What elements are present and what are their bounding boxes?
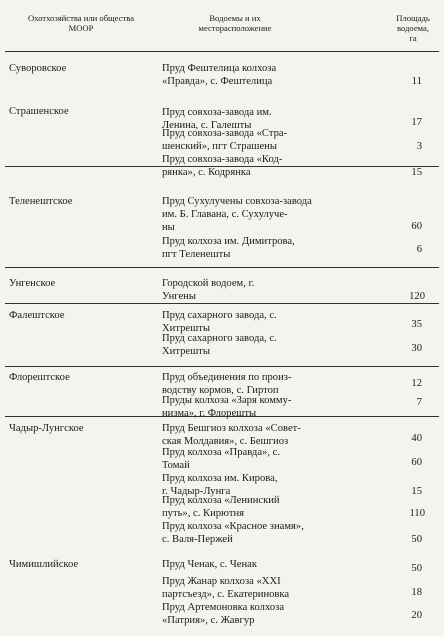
pond-area: 110 [409, 508, 425, 519]
pond-area: 120 [409, 291, 425, 302]
organization-name: Флорештское [9, 372, 70, 383]
pond-area: 11 [411, 76, 422, 87]
pond-area: 12 [411, 378, 422, 389]
pond-description-line: Хитрешты [162, 346, 210, 357]
pond-description-line: Унгены [162, 291, 196, 302]
pond-description-line: Пруд Бешгиоз колхоза «Совет- [162, 423, 301, 434]
organization-name: Фалештское [9, 310, 65, 321]
pond-description-line: ны [162, 222, 175, 233]
pond-description-line: Пруд Жанар колхоза «XXI [162, 576, 281, 587]
pond-description-line: «Патрия», с. Жавгур [162, 615, 255, 626]
pond-area: 3 [416, 141, 422, 152]
pond-area: 15 [411, 486, 422, 497]
pond-description-line: рянка», с. Кодрянка [162, 167, 251, 178]
pond-description-line: Пруд Сухулучены совхоза-завода [162, 196, 312, 207]
pond-description-line: Пруд объединения по произ- [162, 372, 292, 383]
pond-description-line: с. Валя-Пержей [162, 534, 233, 545]
divider [5, 366, 439, 367]
pond-description [162, 422, 372, 448]
header-ponds [160, 13, 310, 33]
header-organization [10, 13, 152, 33]
organization-name: Теленештское [9, 196, 73, 207]
header-area-line: Площадь [396, 13, 430, 23]
header-organization-line: Охотхозяйства или общества [27, 13, 135, 23]
pond-description-line: «Правда», с. Фештелица [162, 76, 273, 87]
header-ponds-line: Водоемы и их [209, 13, 261, 23]
pond-description-line: Пруд колхоза им. Димитрова, [162, 236, 295, 247]
header-area [385, 13, 441, 43]
pond-area: 20 [411, 610, 422, 621]
organization-name: Чадыр-Лунгское [9, 423, 84, 434]
pond-description-line: пгт Теленешты [162, 249, 231, 260]
pond-area: 6 [416, 244, 422, 255]
pond-description [162, 394, 372, 420]
pond-description-line: Пруд сахарного завода, с. [162, 333, 277, 344]
pond-description [162, 575, 372, 601]
pond-description [162, 332, 372, 358]
pond-area: 60 [411, 221, 422, 232]
pond-description-line: Пруд колхоза «Красное знамя», [162, 521, 304, 532]
pond-description-line: партсъезд», с. Екатериновка [162, 589, 290, 600]
pond-description [162, 127, 372, 153]
header-area-line: водоема, [397, 23, 429, 33]
header-ponds-line: месторасположение [198, 23, 272, 33]
pond-description-line: ская Молдавия», с. Бешгиоз [162, 436, 289, 447]
pond-description-line: Пруд совхоза-завода им. [162, 107, 272, 118]
pond-description [162, 235, 372, 261]
pond-description-line: путь», с. Кирютня [162, 508, 244, 519]
pond-description-line: Пруд Артемоновка колхоза [162, 602, 285, 613]
pond-description-line: низма», г. Флорешты [162, 408, 257, 419]
pond-description-line: Томай [162, 460, 190, 471]
pond-description-line: г. Чадыр-Лунга [162, 486, 231, 497]
pond-description-line: Пруд Фештелица колхоза [162, 63, 277, 74]
pond-area: 17 [411, 117, 422, 128]
pond-description-line: Пруд Ченак, с. Ченак [162, 559, 257, 570]
pond-area: 50 [411, 563, 422, 574]
pond-description-line: Пруд колхоза «Правда», с. [162, 447, 280, 458]
organization-name: Чимишлийское [9, 559, 79, 570]
pond-description-line: шенский», пгт Страшены [162, 141, 277, 152]
pond-area: 30 [411, 343, 422, 354]
pond-description-line: Пруд колхоза «Ленинский [162, 495, 280, 506]
pond-area: 15 [411, 167, 422, 178]
pond-description [162, 153, 372, 179]
pond-description-line: Ленина, с. Галешты [162, 120, 252, 131]
divider [5, 303, 439, 304]
pond-area: 7 [416, 397, 422, 408]
pond-description [162, 601, 372, 627]
pond-description-line: им. Б. Главана, с. Сухулуче- [162, 209, 288, 220]
pond-area: 60 [411, 457, 422, 468]
pond-description-line: Хитрешты [162, 323, 210, 334]
pond-description [162, 494, 372, 520]
header-area-line: га [409, 33, 417, 43]
pond-area: 35 [411, 319, 422, 330]
pond-area: 18 [411, 587, 422, 598]
organization-name: Страшенское [9, 106, 69, 117]
pond-description-line: Пруды колхоза «Заря комму- [162, 395, 292, 406]
pond-area: 50 [411, 534, 422, 545]
organization-name: Суворовское [9, 63, 67, 74]
divider [5, 267, 439, 268]
pond-area: 40 [411, 433, 422, 444]
pond-description-line: Пруд колхоза им. Кирова, [162, 473, 278, 484]
pond-description [162, 195, 372, 234]
pond-description-line: Городской водоем, г. [162, 278, 255, 289]
pond-description-line: водству кормов, с. Гиртоп [162, 385, 279, 396]
header-organization-line: МООР [68, 23, 94, 33]
pond-description-line: Пруд сахарного завода, с. [162, 310, 277, 321]
pond-description [162, 520, 372, 546]
pond-description-line: Пруд совхоза-завода «Стра- [162, 128, 288, 139]
table-header [0, 0, 444, 52]
pond-description [162, 558, 372, 571]
pond-description-line: Пруд совхоза-завода «Код- [162, 154, 283, 165]
pond-description [162, 277, 372, 303]
organization-name: Унгенское [9, 278, 56, 289]
divider [5, 51, 439, 52]
pond-description [162, 446, 372, 472]
pond-description [162, 62, 372, 88]
